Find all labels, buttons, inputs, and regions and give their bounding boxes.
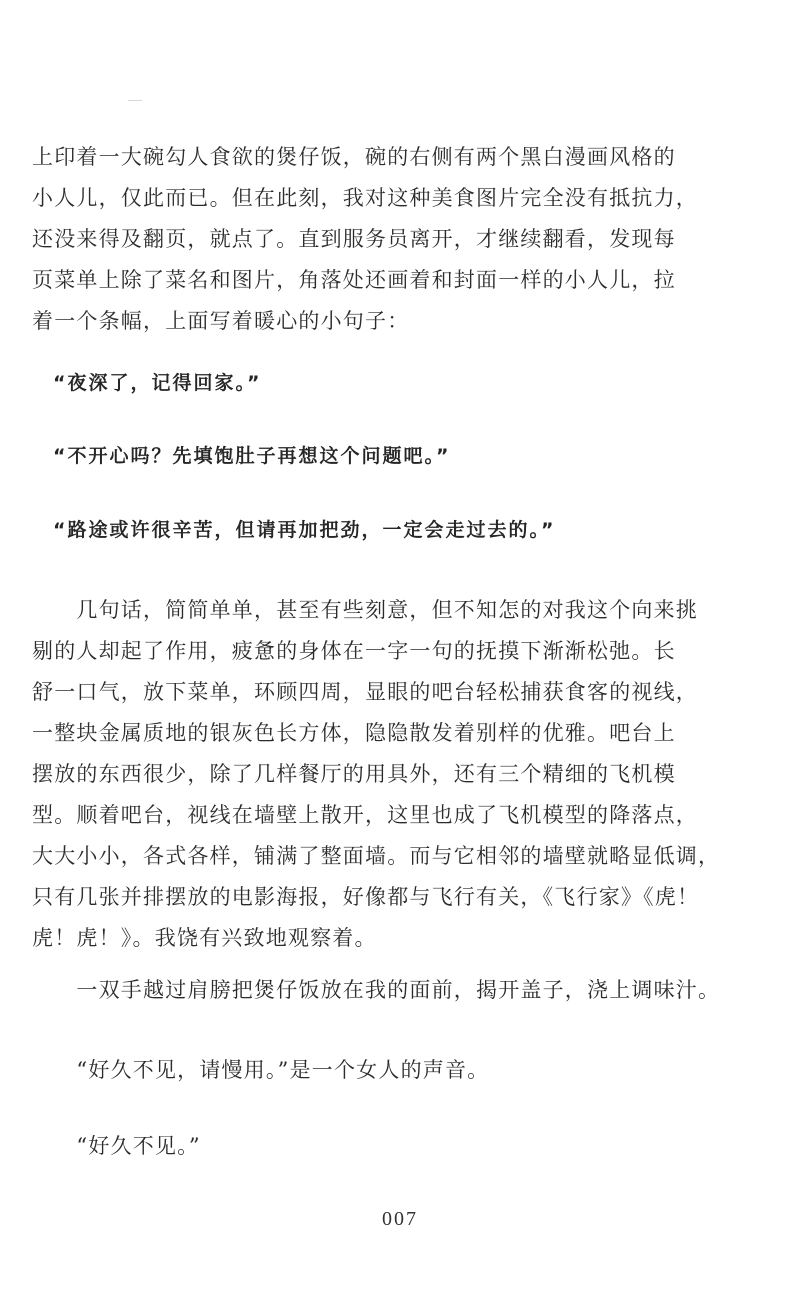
quote-go-home (32, 363, 672, 404)
page-number: 007 (382, 1208, 418, 1230)
text-line: 一整块金属质地的银灰色长方体，隐隐散发着别样的优雅。吧台上 (32, 721, 676, 745)
text-line: 型。顺着吧台，视线在墙壁上散开，这里也成了飞机模型的降落点， (32, 803, 698, 827)
paragraph-reply (32, 1126, 672, 1167)
text-line: 几句话，简简单单，甚至有些刻意，但不知怎的对我这个向来挑 (32, 598, 698, 622)
text-line: 大大小小，各式各样，铺满了整面墙。而与它相邻的墙壁就略显低调， (32, 844, 721, 868)
quote-keep-going (32, 510, 672, 551)
text-line: “夜深了，记得回家。” (32, 372, 262, 394)
text-line: “不开心吗？先填饱肚子再想这个问题吧。” (32, 445, 451, 467)
quote-eat-first (32, 436, 672, 477)
paragraph-menu-description (32, 137, 698, 342)
paragraph-greeting (32, 1050, 672, 1091)
text-line: 摆放的东西很少，除了几样餐厅的用具外，还有三个精细的飞机模 (32, 762, 676, 786)
text-line: “好久不见。” (32, 1134, 201, 1158)
text-line: 小人儿，仅此而已。但在此刻，我对这种美食图片完全没有抵抗力， (32, 186, 698, 210)
text-line: 还没来得及翻页，就点了。直到服务员离开，才继续翻看，发现每 (32, 227, 676, 251)
text-line: 只有几张并排摆放的电影海报，好像都与飞行有关，《飞行家》《虎！ (32, 885, 700, 909)
text-line: “路途或许很辛苦，但请再加把劲，一定会走过去的。” (32, 519, 556, 541)
header-rule (128, 100, 142, 101)
text-line: 一双手越过肩膀把煲仔饭放在我的面前，揭开盖子，浇上调味汁。 (32, 978, 721, 1002)
text-line: 着一个条幅，上面写着暖心的小句子： (32, 309, 410, 333)
text-line: 上印着一大碗勾人食欲的煲仔饭，碗的右侧有两个黑白漫画风格的 (32, 145, 676, 169)
text-line: 页菜单上除了菜名和图片，角落处还画着和封面一样的小人儿，拉 (32, 268, 676, 292)
paragraph-bar-description (32, 590, 721, 959)
text-line: 舒一口气，放下菜单，环顾四周，显眼的吧台轻松捕获食客的视线， (32, 680, 698, 704)
text-line: 剔的人却起了作用，疲惫的身体在一字一句的抚摸下渐渐松弛。长 (32, 639, 676, 663)
text-line: 虎！虎！》。我饶有兴致地观察着。 (32, 926, 377, 950)
paragraph-serving (32, 970, 721, 1011)
text-line: “好久不见，请慢用。”是一个女人的声音。 (32, 1058, 490, 1082)
